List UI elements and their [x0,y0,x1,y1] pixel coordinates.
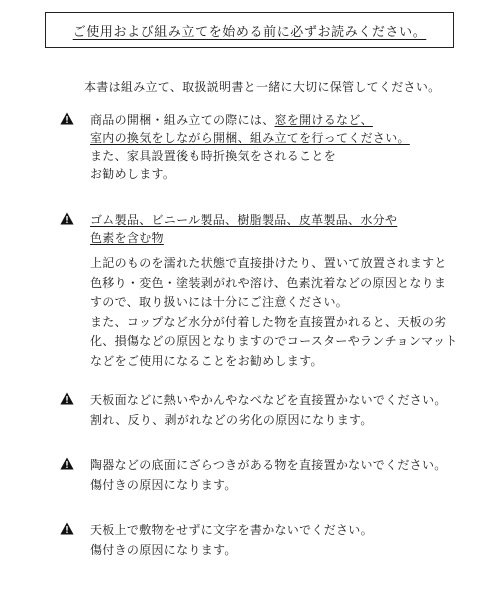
section-line-part: 商品の開梱・組み立ての際には、 [90,113,275,127]
section-text [90,111,410,183]
section-line: また、コップなど水分が付着した物を直接置かれると、天板の劣 [90,314,447,329]
warning-triangle-icon [60,522,74,535]
warning-triangle-icon [60,112,74,125]
section-line: 傷付きの原因になります。 [90,542,237,557]
warning-triangle-icon [60,392,74,405]
section-line-underlined: 窓を開けるなど、 [274,113,373,127]
warning-triangle-icon [60,212,74,225]
section-text [90,391,447,430]
section-line: 色移り・変色・塗装剥がれや溶け、色素沈着などの原因となりま [90,275,447,290]
section-line-underlined: 室内の換気をしながら開梱、組み立てを行ってください。 [90,131,410,145]
section-line: 割れ、反り、剥がれなどの劣化の原因になります。 [90,412,373,427]
section-line: すので、取り扱いには十分にご注意ください。 [90,295,349,309]
section-line: また、家具設置後も時折換気をされることを [90,149,337,163]
section-text [90,456,447,495]
section-title-line: 色素を含む物 [90,231,164,245]
section-line: 天板上で敷物をせずに文字を書かないでください。 [90,523,373,537]
section-line: 陶器などの底面にざらつきがある物を直接置かないでください。 [90,458,447,472]
section-line: 天板面などに熱いやかんやなべなどを直接置かないでください。 [90,393,447,407]
intro-text: 本書は組み立て、取扱説明書と一緒に大切に保管してください。 [84,80,441,94]
notice-header-box [45,12,454,48]
section-line [90,111,410,129]
warning-triangle-icon [60,457,74,470]
notice-header-title: ご使用および組み立てを始める前に必ずお読みください。 [72,24,427,40]
section-line: などをご使用になることをお勧めします。 [90,353,323,368]
section-line: お勧めします。 [90,167,176,181]
section-body [90,254,458,371]
section-text [90,211,458,371]
section-line: 上記のものを濡れた状態で直接掛けたり、置いて放置されますと [90,256,447,270]
section-text [90,521,373,560]
section-line: 化、損傷などの原因となりますのでコースターやランチョンマット [90,334,458,348]
section-title-line: ゴム製品、ビニール製品、樹脂製品、皮革製品、水分や [90,213,398,227]
section-line: 傷付きの原因になります。 [90,477,237,492]
